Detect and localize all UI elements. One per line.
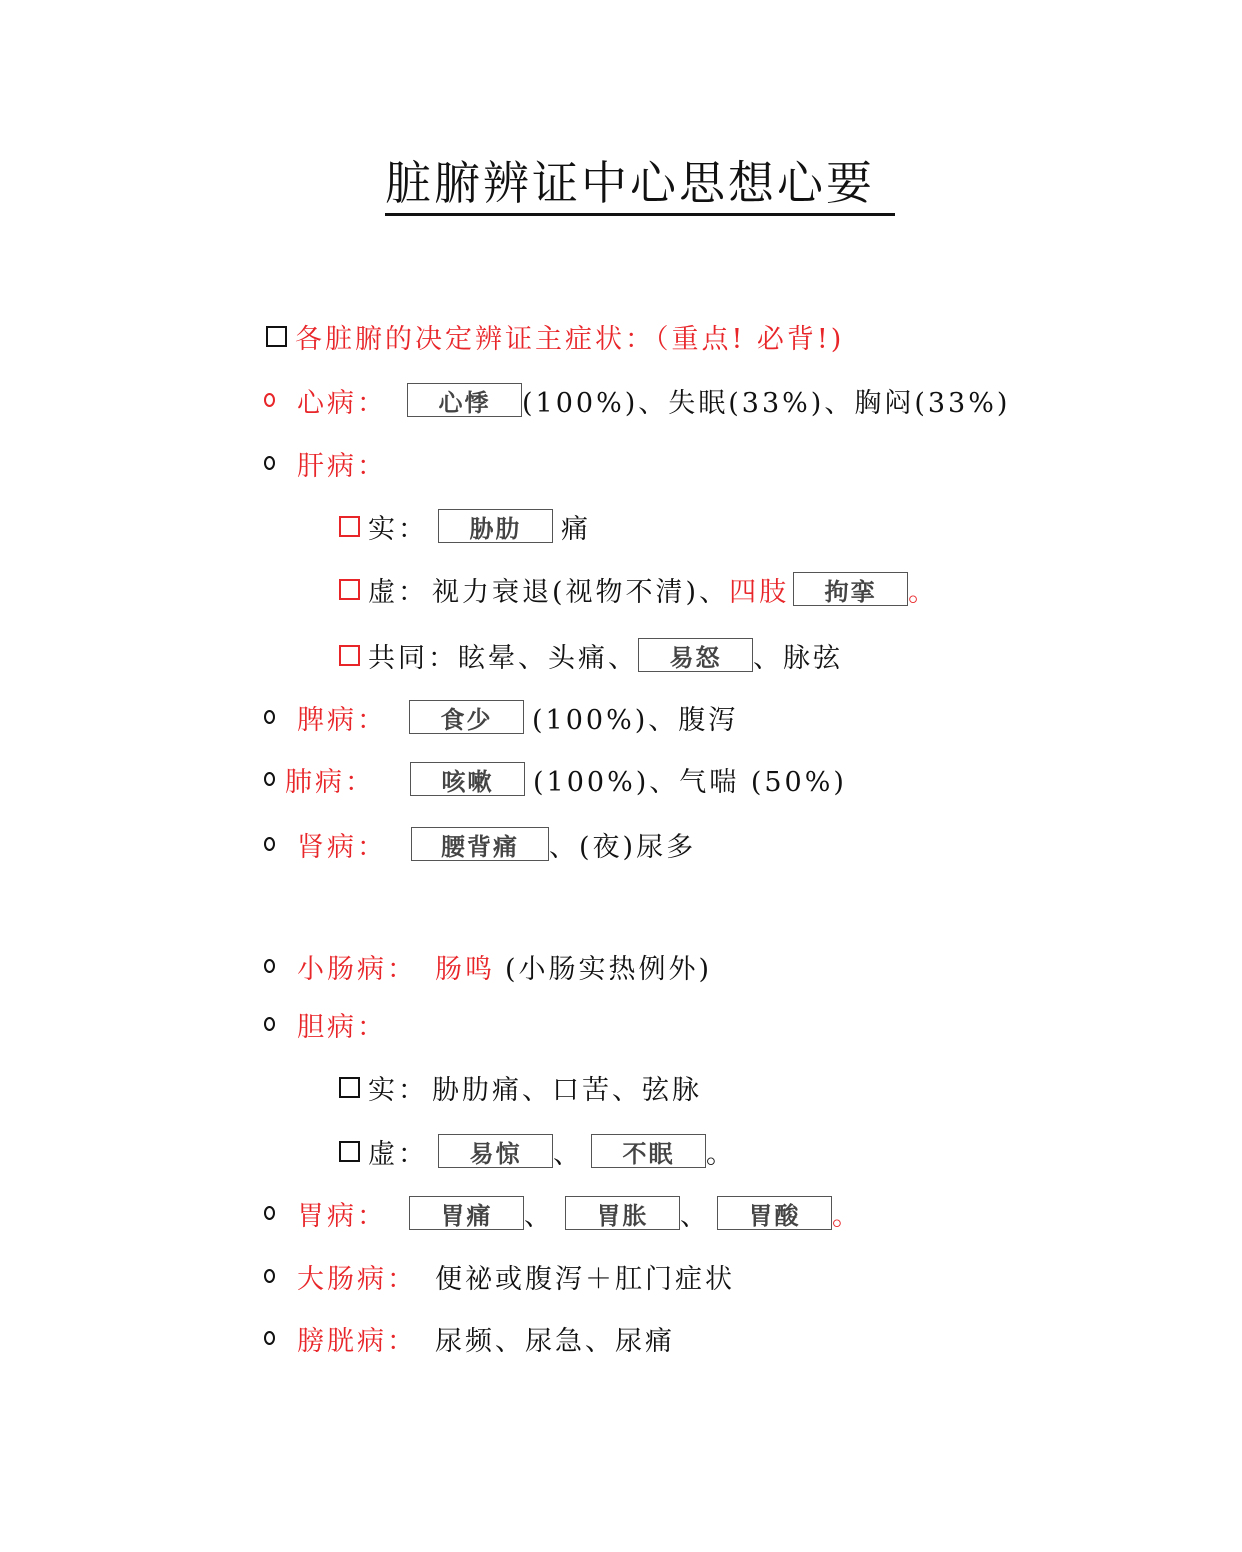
bullet-icon (264, 1331, 275, 1345)
sub-item-liver-excess (339, 506, 591, 546)
item-text: (100%)、失眠(33%)、胸闷(33%) (522, 387, 1011, 419)
list-item-kidney (264, 824, 696, 864)
sub-item-text: 视力衰退(视物不清)、 (432, 576, 730, 608)
item-red-text: 肠鸣 (435, 953, 495, 985)
list-item-lung (264, 759, 847, 799)
key-symptom-box: 胃胀 (565, 1196, 680, 1230)
sub-item-liver-deficiency (339, 569, 938, 609)
list-item-gallbladder (264, 1004, 387, 1044)
item-text: 尿频、尿急、尿痛 (435, 1325, 675, 1357)
list-item-liver (264, 443, 387, 483)
bullet-icon (264, 1017, 275, 1031)
key-symptom-box: 胃痛 (409, 1196, 524, 1230)
item-text: 、(夜)尿多 (549, 831, 697, 863)
item-label: 胃病： (297, 1200, 387, 1232)
bullet-icon (264, 456, 275, 470)
item-text: 便祕或腹泻＋肛门症状 (435, 1263, 735, 1295)
item-text: (100%)、腹泻 (532, 704, 739, 736)
item-label: 肝病： (297, 450, 387, 482)
sub-item-end: 。 (908, 576, 939, 608)
key-symptom-box: 易怒 (638, 638, 753, 672)
bullet-icon (264, 710, 275, 724)
sub-item-text: 、脉弦 (753, 642, 843, 674)
sub-item-text: 痛 (561, 513, 591, 545)
list-item-large-intestine (264, 1256, 735, 1296)
sub-item-red-text: 四肢 (729, 576, 790, 608)
section-header-text: 各脏腑的决定辨证主症状：（重点! 必背!) (295, 323, 845, 355)
key-symptom-box: 咳嗽 (410, 762, 525, 796)
checkbox-icon (339, 579, 360, 600)
key-symptom-box: 易惊 (438, 1134, 553, 1168)
key-symptom-box: 食少 (409, 700, 524, 734)
list-item-small-intestine (264, 946, 712, 986)
item-label: 膀胱病： (297, 1325, 417, 1357)
sub-item-label: 共同： (368, 642, 458, 674)
sub-item-label: 实： (368, 513, 428, 545)
bullet-icon (264, 393, 275, 407)
key-symptom-box: 胁肋 (438, 509, 553, 543)
item-label: 胆病： (297, 1011, 387, 1043)
sub-item-text: 眩晕、头痛、 (458, 642, 638, 674)
bullet-icon (264, 837, 275, 851)
sub-item-label: 虚： (368, 1138, 428, 1170)
sub-item-gallbladder-excess (339, 1067, 702, 1107)
key-symptom-box: 心悸 (407, 383, 522, 417)
separator: 、 (553, 1138, 583, 1170)
list-item-spleen (264, 697, 738, 737)
checkbox-icon (266, 326, 287, 347)
sub-item-end: 。 (706, 1138, 736, 1170)
sub-item-liver-common (339, 635, 843, 675)
item-label: 大肠病： (297, 1263, 417, 1295)
item-text: (100%)、气喘 (50%) (533, 766, 847, 798)
list-item-bladder (264, 1318, 675, 1358)
bullet-icon (264, 959, 275, 973)
checkbox-icon (339, 1141, 360, 1162)
sub-item-label: 实： (368, 1074, 428, 1106)
bullet-icon (264, 1269, 275, 1283)
separator: 、 (524, 1200, 554, 1232)
key-symptom-box: 胃酸 (717, 1196, 832, 1230)
section-header (266, 316, 844, 356)
list-item-heart (264, 380, 1010, 420)
item-end: 。 (832, 1200, 862, 1232)
separator: 、 (680, 1200, 710, 1232)
checkbox-icon (339, 645, 360, 666)
sub-item-text: 胁肋痛、口苦、弦脉 (432, 1074, 702, 1106)
page-title: 脏腑辨证中心思想心要 (385, 155, 895, 216)
checkbox-icon (339, 516, 360, 537)
item-text: (小肠实热例外) (505, 953, 713, 985)
sub-item-gallbladder-deficiency (339, 1131, 736, 1171)
item-label: 小肠病： (297, 953, 417, 985)
key-symptom-box: 腰背痛 (411, 827, 549, 861)
item-label: 肺病： (285, 766, 375, 798)
item-label: 肾病： (297, 831, 387, 863)
item-label: 心病： (297, 387, 387, 419)
key-symptom-box: 拘挛 (793, 572, 908, 606)
key-symptom-box: 不眠 (591, 1134, 706, 1168)
bullet-icon (264, 772, 275, 786)
list-item-stomach (264, 1193, 862, 1233)
bullet-icon (264, 1206, 275, 1220)
sub-item-label: 虚： (368, 576, 428, 608)
checkbox-icon (339, 1077, 360, 1098)
item-label: 脾病： (297, 704, 387, 736)
